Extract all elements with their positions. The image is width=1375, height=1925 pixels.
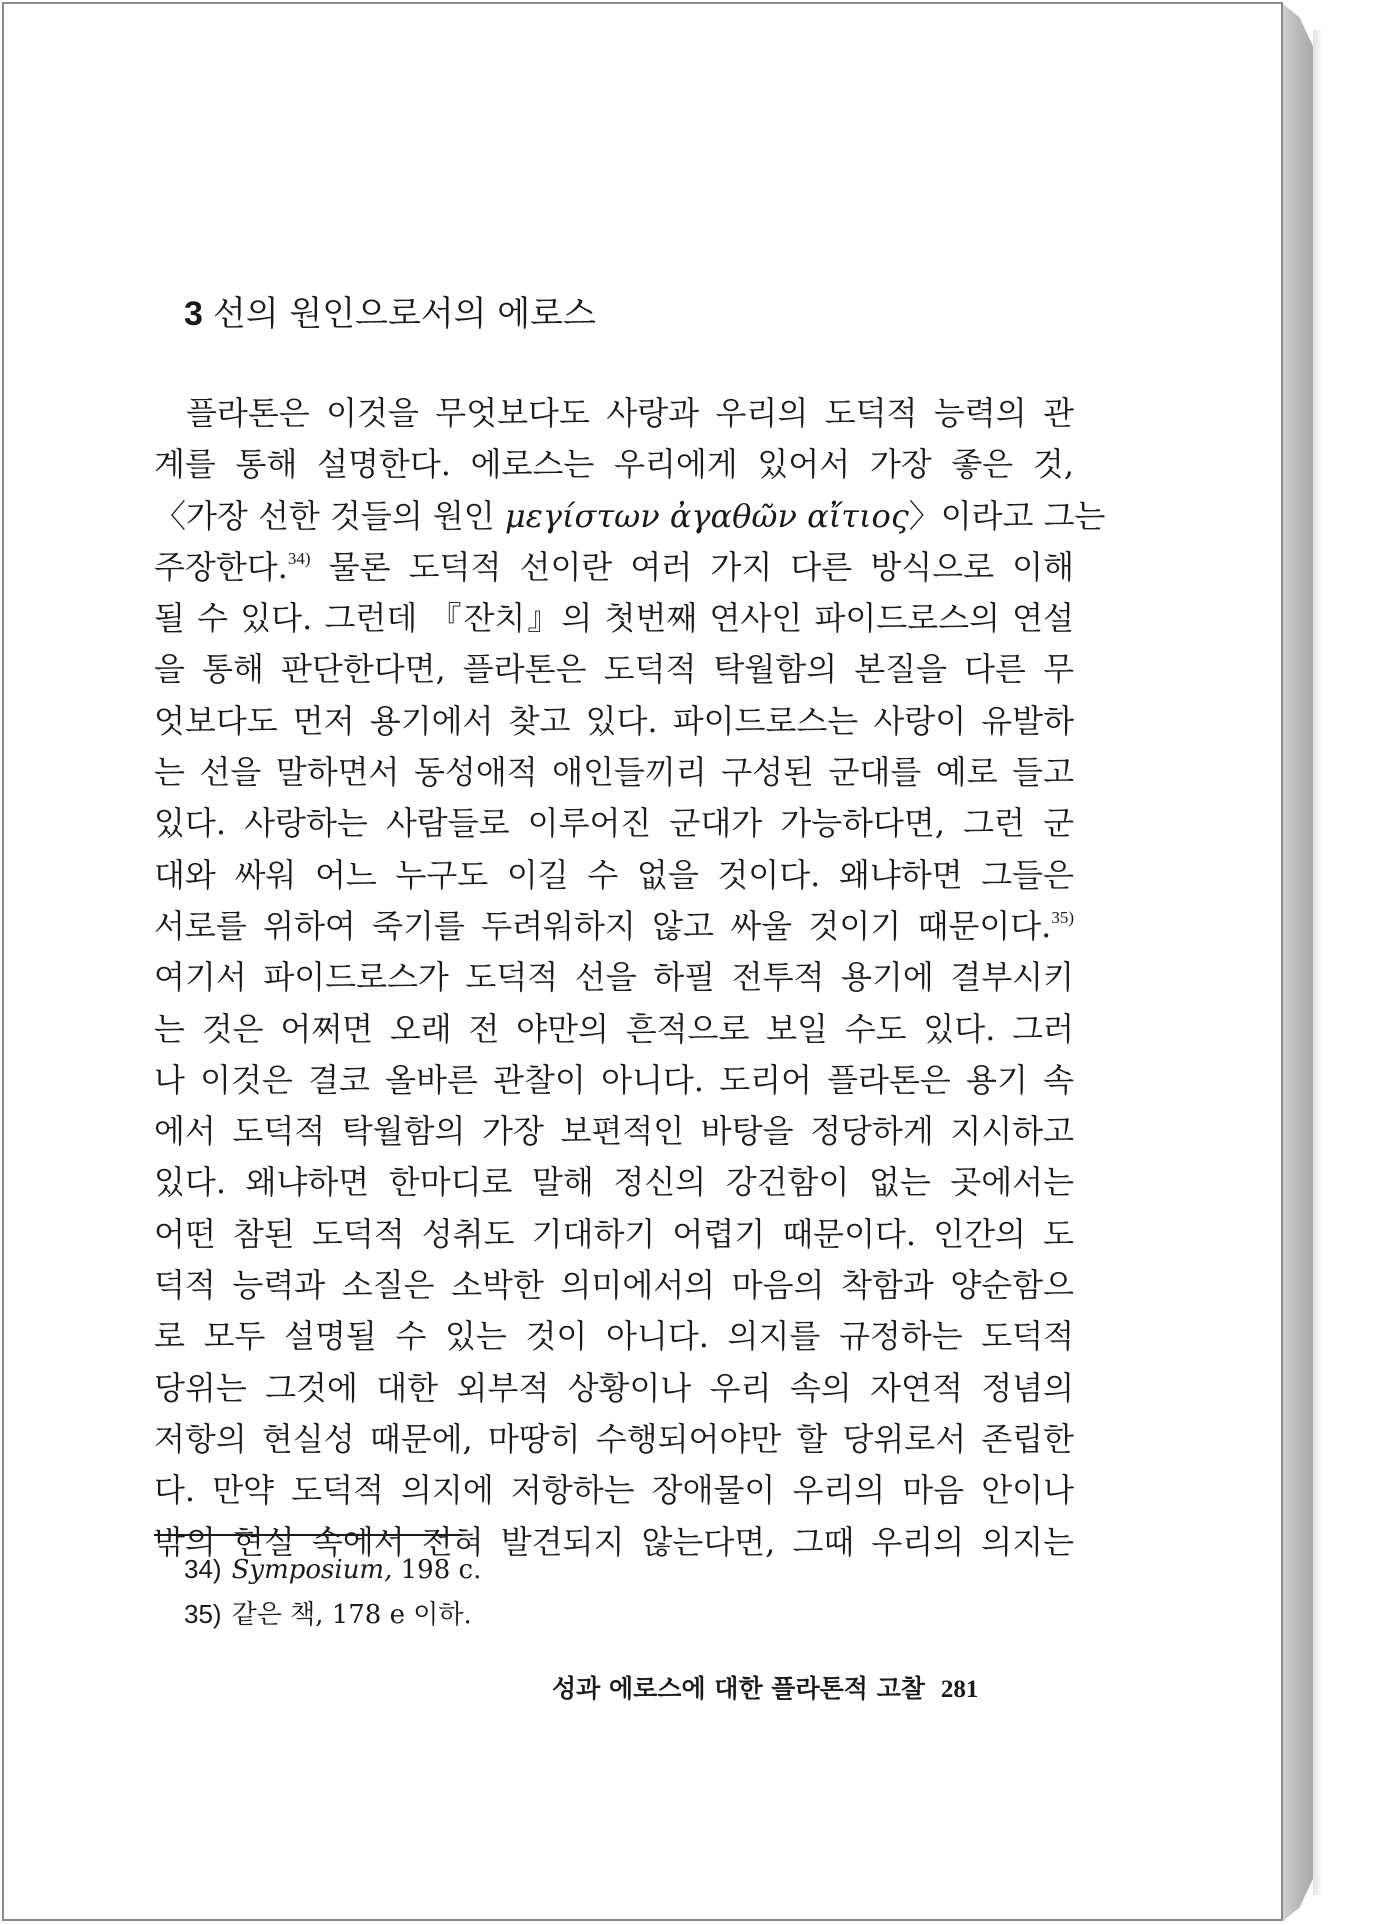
body-line: 엇보다도 먼저 용기에서 찾고 있다. 파이드로스는 사랑이 유발하 [154, 701, 1074, 740]
body-line: 덕적 능력과 소질은 소박한 의미에서의 마음의 착함과 양순함으 [154, 1266, 1074, 1305]
body-line: 있다. 왜냐하면 한마디로 말해 정신의 강건함이 없는 곳에서는 [154, 1163, 1074, 1202]
body-line: 나 이것은 결코 올바른 관찰이 아니다. 도리어 플라톤은 용기 속 [154, 1060, 1074, 1099]
body-line: 로 모두 설명될 수 있는 것이 아니다. 의지를 규정하는 도덕적 [154, 1317, 1074, 1356]
body-line-text: 물론 도덕적 선이란 여러 가지 다른 방식으로 이해 [310, 547, 1074, 586]
body-line [154, 491, 1106, 542]
body-line: 에서 도덕적 탁월함의 가장 보편적인 바탕을 정당하게 지시하고 [154, 1112, 1074, 1151]
running-footer [552, 1669, 978, 1710]
body-line-text: 서로를 위하여 죽기를 두려워하지 않고 싸울 것이기 때문이다. [154, 906, 1052, 945]
body-line: 대와 싸워 어느 누구도 이길 수 없을 것이다. 왜냐하면 그들은 [154, 855, 1074, 894]
footnote-item [184, 1547, 481, 1592]
body-line-text: 〈가장 선한 것들의 원인 [154, 496, 505, 535]
book-page [2, 2, 1283, 1921]
footnote-source-title: Symposium, [231, 1555, 393, 1585]
body-line: 있다. 사랑하는 사람들로 이루어진 군대가 가능하다면, 그런 군 [154, 804, 1074, 843]
page-number: 281 [940, 1676, 979, 1703]
page-stack-edge [1283, 4, 1313, 1921]
body-line: 저항의 현실성 때문에, 마땅히 수행되어야만 할 당위로서 존립한 [154, 1419, 1074, 1458]
body-line-text: 주장한다. [154, 547, 288, 586]
footnote-number: 35) [184, 1599, 222, 1629]
section-heading [184, 287, 596, 341]
body-line: 는 것은 어쩌면 오래 전 야만의 흔적으로 보일 수도 있다. 그러 [154, 1009, 1074, 1048]
body-line [154, 901, 1074, 952]
section-number: 3 [184, 295, 203, 333]
footnote-number: 34) [184, 1554, 222, 1584]
body-paragraph [154, 388, 1106, 1568]
footnote-marker: 35) [1051, 907, 1074, 927]
body-line: 을 통해 판단한다면, 플라톤은 도덕적 탁월함의 본질을 다른 무 [154, 650, 1074, 689]
body-line: 될 수 있다. 그런데 『잔치』의 첫번째 연사인 파이드로스의 연설 [154, 599, 1074, 638]
page-stack-shadow [1313, 30, 1323, 1895]
section-title-text: 선의 원인으로서의 에로스 [212, 294, 596, 334]
footnotes [184, 1547, 481, 1637]
footnote-divider [154, 1534, 462, 1536]
running-title: 성과 에로스에 대한 플라톤적 고찰 [552, 1674, 925, 1703]
body-line: 여기서 파이드로스가 도덕적 선을 하필 전투적 용기에 결부시키 [154, 958, 1074, 997]
footnote-text: 같은 책, 178 e 이하. [231, 1600, 472, 1630]
body-line: 는 선을 말하면서 동성애적 애인들끼리 구성된 군대를 예로 들고 [154, 753, 1074, 792]
body-line: 밖의 현실 속에서 전혀 발견되지 않는다면, 그때 우리의 의지는 [154, 1522, 1074, 1561]
footnote-item [184, 1592, 481, 1637]
footnote-text: 198 c. [392, 1555, 482, 1585]
body-line: 플라톤은 이것을 무엇보다도 사랑과 우리의 도덕적 능력의 관 [186, 394, 1074, 432]
footnote-marker: 34) [287, 548, 311, 568]
body-line: 당위는 그것에 대한 외부적 상황이나 우리 속의 자연적 정념의 [154, 1368, 1074, 1407]
body-line: 다. 만약 도덕적 의지에 저항하는 장애물이 우리의 마음 안이나 [154, 1471, 1074, 1510]
body-line: 어떤 참된 도덕적 성취도 기대하기 어렵기 때문이다. 인간의 도 [154, 1214, 1074, 1253]
greek-phrase: μεγίστων ἀγαθῶν αἴτιος [504, 496, 909, 535]
body-line [154, 542, 1074, 593]
body-line: 계를 통해 설명한다. 에로스는 우리에게 있어서 가장 좋은 것, [154, 445, 1074, 484]
body-line-text: 〉이라고 그는 [908, 496, 1106, 535]
